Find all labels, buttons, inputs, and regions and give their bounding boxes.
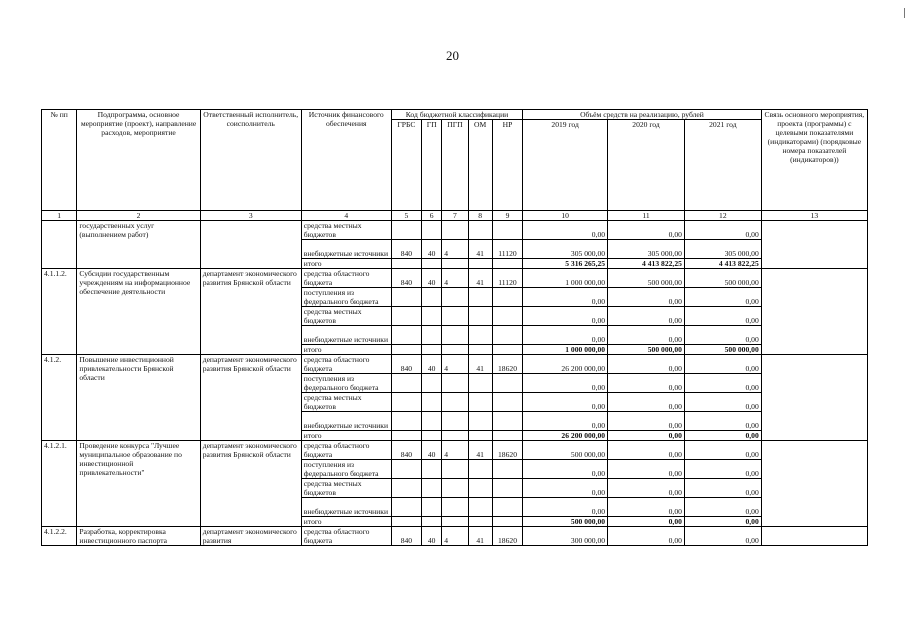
code-cell <box>422 288 442 307</box>
code-cell <box>492 288 522 307</box>
code-cell <box>422 221 442 240</box>
header-source: Источник финансового обеспечения <box>301 110 391 211</box>
column-number: 8 <box>468 211 492 221</box>
item-responsible: департамент экономического развития <box>200 527 301 546</box>
code-cell <box>442 326 468 345</box>
code-cell <box>442 412 468 431</box>
indicator-link <box>761 527 867 546</box>
code-cell <box>422 326 442 345</box>
code-cell <box>391 326 421 345</box>
code-cell <box>492 393 522 412</box>
code-cell <box>468 345 492 355</box>
column-number: 11 <box>608 211 685 221</box>
item-responsible: департамент экономического развития Брянской области <box>200 269 301 355</box>
code-cell <box>391 345 421 355</box>
code-cell <box>442 259 468 269</box>
header-om: ОМ <box>468 120 492 211</box>
code-cell <box>442 307 468 326</box>
source-label: поступления из федерального бюджета <box>301 288 391 307</box>
total-2019: 500 000,00 <box>523 517 608 527</box>
code-cell <box>492 374 522 393</box>
code-cell <box>391 259 421 269</box>
header-gp: ГП <box>422 120 442 211</box>
value-2019: 0,00 <box>523 393 608 412</box>
total-2021: 0,00 <box>684 517 761 527</box>
indicator-link <box>761 355 867 441</box>
source-label: внебюджетные источники <box>301 326 391 345</box>
code-cell <box>442 479 468 498</box>
code-cell <box>422 374 442 393</box>
code-pgp: 4 <box>442 240 468 259</box>
source-label: средства местных бюджетов <box>301 479 391 498</box>
code-nr: 18620 <box>492 355 522 374</box>
value-2019: 0,00 <box>523 307 608 326</box>
value-2021: 0,00 <box>684 393 761 412</box>
header-subprogram: Подпрограмма, основное мероприятие (проект), направление расходов, мероприятие <box>77 110 200 211</box>
code-cell <box>492 326 522 345</box>
value-2021: 0,00 <box>684 288 761 307</box>
column-number: 7 <box>442 211 468 221</box>
code-nr: 11120 <box>492 269 522 288</box>
code-cell <box>442 288 468 307</box>
header-link: Связь основного мероприятия, проекта (программы) с целевыми показателями (индикаторами) (порядковые номера показателей (индикаторов)) <box>761 110 867 211</box>
code-grbs: 840 <box>391 269 421 288</box>
value-2020: 0,00 <box>608 479 685 498</box>
code-cell <box>442 460 468 479</box>
indicator-link <box>761 269 867 355</box>
item-number: 4.1.2. <box>42 355 77 441</box>
code-cell <box>468 259 492 269</box>
value-2020: 0,00 <box>608 326 685 345</box>
source-label: поступления из федерального бюджета <box>301 460 391 479</box>
code-cell <box>492 517 522 527</box>
code-cell <box>422 412 442 431</box>
header-2019: 2019 год <box>523 120 608 211</box>
value-2019: 0,00 <box>523 479 608 498</box>
total-2020: 0,00 <box>608 431 685 441</box>
table-row <box>42 355 868 374</box>
code-cell <box>468 498 492 517</box>
code-nr: 11120 <box>492 240 522 259</box>
code-cell <box>492 345 522 355</box>
value-2021: 500 000,00 <box>684 269 761 288</box>
code-nr: 18620 <box>492 527 522 546</box>
value-2019: 0,00 <box>523 288 608 307</box>
value-2019: 26 200 000,00 <box>523 355 608 374</box>
source-label: итого <box>301 345 391 355</box>
header-pgp: ПГП <box>442 120 468 211</box>
code-cell <box>468 460 492 479</box>
code-cell <box>442 221 468 240</box>
item-number: 4.1.2.1. <box>42 441 77 527</box>
item-title: Разработка, корректировка инвестиционного паспорта <box>77 527 200 546</box>
value-2020: 0,00 <box>608 498 685 517</box>
value-2021: 0,00 <box>684 527 761 546</box>
code-cell <box>391 460 421 479</box>
source-label: внебюджетные источники <box>301 498 391 517</box>
value-2020: 0,00 <box>608 221 685 240</box>
code-cell <box>492 479 522 498</box>
item-number: 4.1.1.2. <box>42 269 77 355</box>
header-2021: 2021 год <box>684 120 761 211</box>
value-2019: 0,00 <box>523 498 608 517</box>
value-2020: 0,00 <box>608 527 685 546</box>
item-responsible <box>200 221 301 269</box>
source-label: средства местных бюджетов <box>301 307 391 326</box>
code-grbs: 840 <box>391 527 421 546</box>
code-cell <box>442 374 468 393</box>
item-number <box>42 221 77 269</box>
code-cell <box>468 431 492 441</box>
header-nr: НР <box>492 120 522 211</box>
total-2021: 4 413 822,25 <box>684 259 761 269</box>
code-cell <box>422 460 442 479</box>
code-pgp: 4 <box>442 355 468 374</box>
value-2020: 0,00 <box>608 288 685 307</box>
code-cell <box>442 431 468 441</box>
code-cell <box>468 288 492 307</box>
source-label: средства местных бюджетов <box>301 393 391 412</box>
item-number: 4.1.2.2. <box>42 527 77 546</box>
value-2019: 0,00 <box>523 460 608 479</box>
table-row <box>42 269 868 288</box>
indicator-link <box>761 441 867 527</box>
code-cell <box>442 517 468 527</box>
table-row <box>42 441 868 460</box>
value-2020: 0,00 <box>608 355 685 374</box>
value-2019: 0,00 <box>523 374 608 393</box>
value-2020: 0,00 <box>608 374 685 393</box>
code-cell <box>468 479 492 498</box>
value-2019: 300 000,00 <box>523 527 608 546</box>
code-cell <box>492 498 522 517</box>
header-responsible: Ответственный исполнитель, соисполнитель <box>200 110 301 211</box>
value-2019: 305 000,00 <box>523 240 608 259</box>
total-2020: 4 413 822,25 <box>608 259 685 269</box>
code-cell <box>492 307 522 326</box>
code-om: 41 <box>468 240 492 259</box>
source-label: итого <box>301 517 391 527</box>
item-title: Проведение конкурса "Лучшее муниципальное образование по инвестиционной привлекательности" <box>77 441 200 527</box>
source-label: внебюджетные источники <box>301 240 391 259</box>
value-2019: 0,00 <box>523 221 608 240</box>
value-2020: 0,00 <box>608 460 685 479</box>
code-om: 41 <box>468 355 492 374</box>
column-number: 10 <box>523 211 608 221</box>
source-label: средства областного бюджета <box>301 527 391 546</box>
value-2019: 0,00 <box>523 326 608 345</box>
value-2021: 305 000,00 <box>684 240 761 259</box>
code-cell <box>468 412 492 431</box>
total-2021: 0,00 <box>684 431 761 441</box>
item-title: государственных услуг (выполнением работ) <box>77 221 200 269</box>
code-cell <box>391 393 421 412</box>
code-gp: 40 <box>422 240 442 259</box>
column-number: 9 <box>492 211 522 221</box>
code-gp: 40 <box>422 355 442 374</box>
total-2019: 26 200 000,00 <box>523 431 608 441</box>
code-cell <box>422 259 442 269</box>
total-2021: 500 000,00 <box>684 345 761 355</box>
code-cell <box>391 307 421 326</box>
code-cell <box>391 517 421 527</box>
code-grbs: 840 <box>391 240 421 259</box>
source-label: средства местных бюджетов <box>301 221 391 240</box>
code-om: 41 <box>468 441 492 460</box>
header-funds: Объём средств на реализацию, рублей <box>523 110 762 120</box>
column-number: 2 <box>77 211 200 221</box>
code-cell <box>492 412 522 431</box>
code-cell <box>468 326 492 345</box>
code-cell <box>391 431 421 441</box>
item-responsible: департамент экономического развития Брянской области <box>200 441 301 527</box>
header-2020: 2020 год <box>608 120 685 211</box>
column-number: 3 <box>200 211 301 221</box>
code-gp: 40 <box>422 527 442 546</box>
value-2020: 0,00 <box>608 441 685 460</box>
value-2021: 0,00 <box>684 498 761 517</box>
code-cell <box>391 498 421 517</box>
value-2020: 0,00 <box>608 412 685 431</box>
code-cell <box>468 393 492 412</box>
source-label: средства областного бюджета <box>301 441 391 460</box>
column-number: 1 <box>42 211 77 221</box>
code-cell <box>468 374 492 393</box>
value-2020: 500 000,00 <box>608 269 685 288</box>
value-2021: 0,00 <box>684 460 761 479</box>
code-cell <box>492 259 522 269</box>
column-number: 13 <box>761 211 867 221</box>
column-number: 4 <box>301 211 391 221</box>
code-om: 41 <box>468 269 492 288</box>
column-number: 12 <box>684 211 761 221</box>
value-2020: 305 000,00 <box>608 240 685 259</box>
indicator-link <box>761 221 867 269</box>
code-cell <box>492 460 522 479</box>
source-label: итого <box>301 431 391 441</box>
source-label: средства областного бюджета <box>301 269 391 288</box>
code-cell <box>422 345 442 355</box>
code-cell <box>442 393 468 412</box>
code-cell <box>422 393 442 412</box>
value-2021: 0,00 <box>684 441 761 460</box>
value-2020: 0,00 <box>608 393 685 412</box>
value-2021: 0,00 <box>684 221 761 240</box>
table-row <box>42 527 868 546</box>
column-numbers-row <box>42 211 868 221</box>
header-budget-code: Код бюджетной классификации <box>391 110 522 120</box>
item-title: Повышение инвестиционной привлекательности Брянской области <box>77 355 200 441</box>
table-row <box>42 221 868 240</box>
code-cell <box>492 221 522 240</box>
code-cell <box>391 479 421 498</box>
code-pgp: 4 <box>442 527 468 546</box>
code-cell <box>468 517 492 527</box>
column-number: 5 <box>391 211 421 221</box>
value-2021: 0,00 <box>684 326 761 345</box>
total-2019: 1 000 000,00 <box>523 345 608 355</box>
code-cell <box>442 345 468 355</box>
item-responsible: департамент экономического развития Брянской области <box>200 355 301 441</box>
column-number: 6 <box>422 211 442 221</box>
code-grbs: 840 <box>391 441 421 460</box>
code-pgp: 4 <box>442 269 468 288</box>
code-gp: 40 <box>422 441 442 460</box>
code-cell <box>422 431 442 441</box>
code-gp: 40 <box>422 269 442 288</box>
value-2021: 0,00 <box>684 307 761 326</box>
code-cell <box>391 412 421 431</box>
code-cell <box>422 498 442 517</box>
code-cell <box>422 307 442 326</box>
total-2020: 0,00 <box>608 517 685 527</box>
value-2021: 0,00 <box>684 479 761 498</box>
source-label: итого <box>301 259 391 269</box>
code-pgp: 4 <box>442 441 468 460</box>
code-cell <box>468 307 492 326</box>
code-cell <box>391 288 421 307</box>
total-2019: 5 316 265,25 <box>523 259 608 269</box>
source-label: внебюджетные источники <box>301 412 391 431</box>
value-2021: 0,00 <box>684 374 761 393</box>
value-2019: 500 000,00 <box>523 441 608 460</box>
code-cell <box>468 221 492 240</box>
code-om: 41 <box>468 527 492 546</box>
value-2021: 0,00 <box>684 412 761 431</box>
source-label: средства областного бюджета <box>301 355 391 374</box>
budget-table <box>41 109 868 546</box>
page-number: 20 <box>446 48 459 63</box>
value-2020: 0,00 <box>608 307 685 326</box>
code-cell <box>422 517 442 527</box>
code-grbs: 840 <box>391 355 421 374</box>
code-cell <box>492 431 522 441</box>
value-2019: 0,00 <box>523 412 608 431</box>
code-cell <box>391 221 421 240</box>
header-grbs: ГРБС <box>391 120 421 211</box>
code-nr: 18620 <box>492 441 522 460</box>
value-2021: 0,00 <box>684 355 761 374</box>
total-2020: 500 000,00 <box>608 345 685 355</box>
header-num: № пп <box>42 110 77 211</box>
item-title: Субсидии государственным учреждениям на информационное обеспечение деятельности <box>77 269 200 355</box>
code-cell <box>391 374 421 393</box>
code-cell <box>442 498 468 517</box>
value-2019: 1 000 000,00 <box>523 269 608 288</box>
source-label: поступления из федерального бюджета <box>301 374 391 393</box>
code-cell <box>422 479 442 498</box>
